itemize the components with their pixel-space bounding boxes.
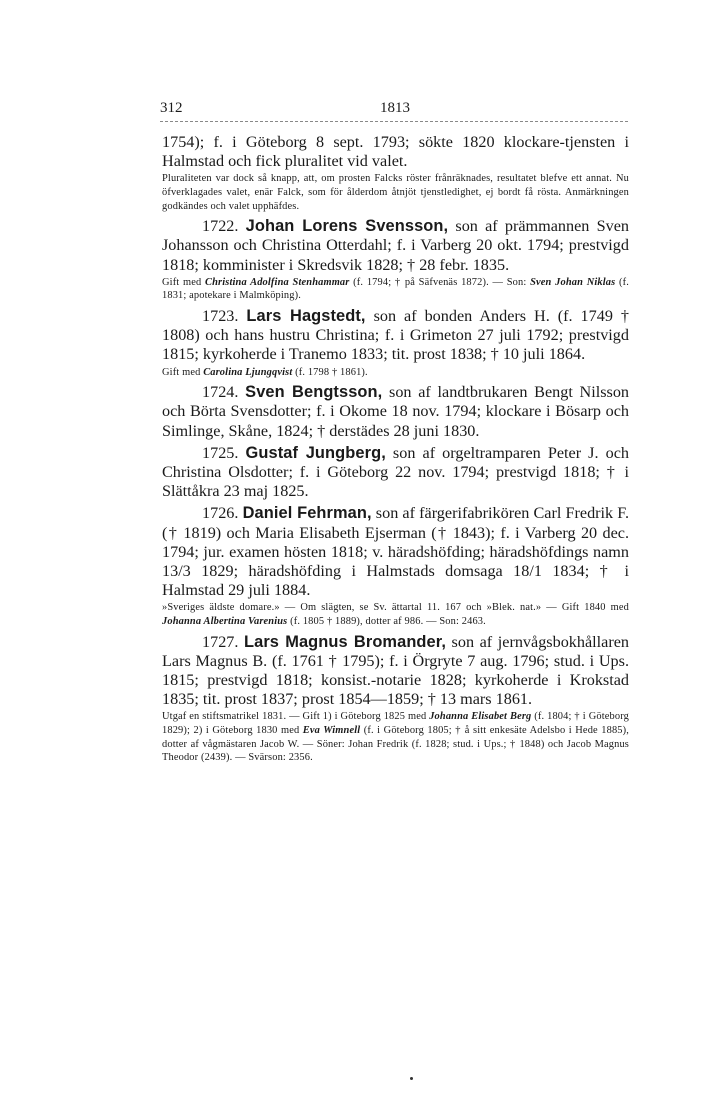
entry-number: 1725. (202, 443, 239, 462)
entry-number: 1722. (202, 217, 239, 236)
entry-name: Lars Magnus Bromander, (244, 632, 446, 651)
note-text: Utgaf en stiftsmatrikel 1831. — Gift 1) i Göteborg 1825 med (162, 711, 430, 723)
entry-note-1726 (162, 601, 629, 628)
intro-note: Pluraliteten var dock så knapp, att, om prosten Falcks röster frånräknades, resultatet blefve ett annat. Nu öfverklagades valet, enär Falck, som för ålderdom åtnjöt tjenstledighet, ej bordt få rösta. Anmärkningen godkändes och valet upphäfdes. (162, 173, 629, 212)
entry-name: Lars Hagstedt, (246, 306, 366, 325)
running-header (162, 100, 630, 120)
header-rule (160, 121, 628, 122)
entry-number: 1723. (202, 306, 239, 325)
page-number: 312 (160, 100, 183, 116)
entry-text: son af bonden Anders H. (f. 1749 † 1808) och hans hustru Christina; f. i Grimeton 27 juli 1792; prestvigd 1815; kyrkoherde i Tranemo 1833; tit. prost 1838; † 10 juli 1864. (162, 306, 630, 364)
note-italic: Sven Johan Niklas (530, 276, 616, 288)
stray-mark (410, 1077, 413, 1080)
entry-name: Gustaf Jungberg, (245, 443, 386, 462)
entry-text: son af jernvågsbokhållaren Lars Magnus B. (f. 1761 † 1795); f. i Örgryte 7 aug. 1796; stud. i Ups. 1815; prestvigd 1818; konsist.-notarie 1828; kyrkoherde i Krokstad 1835; tit. prost 1837; prost 1854—1859; † 13 mars 1861. (162, 632, 630, 709)
entry-name: Sven Bengtsson, (245, 383, 383, 402)
entry-1723 (162, 307, 629, 365)
note-text: Gift med (162, 276, 206, 288)
entry-note-1722 (162, 276, 629, 303)
main-text (162, 133, 629, 769)
entry-text: son af landtbrukaren Bengt Nilsson och Börta Svensdotter; f. i Okome 18 nov. 1794; klockare i Bösarp och Simlinge, Skåne, 1824; † derstädes 28 juni 1830. (162, 383, 630, 440)
entry-1727 (162, 633, 629, 710)
note-italic: Carolina Ljungqvist (203, 366, 293, 378)
note-text: (f. 1804; † i Göteborg 1829); 2) i Göteborg 1830 med (162, 711, 629, 737)
entry-1725 (162, 444, 629, 502)
entry-text: son af färgerifabrikören Carl Fredrik F. († 1819) och Maria Elisabeth Ejserman († 1843); f. i Varberg 20 dec. 1794; jur. examen hösten 1818; v. häradshöfding; häradshöfdings namn 13/3 1829; häradshöfding i Halmstads domsaga 18/1 1834; † i Halmstad 29 juli 1884. (162, 504, 630, 600)
intro-paragraph: 1754); f. i Göteborg 8 sept. 1793; sökte 1820 klockare-tjensten i Halmstad och fick pluralitet vid valet. (162, 133, 629, 171)
note-text: (f. 1805 † 1889), dotter af 986. — Son: 2463. (287, 616, 486, 628)
entry-number: 1724. (202, 383, 239, 402)
entry-1726 (162, 504, 629, 600)
note-italic: Eva Wimnell (302, 725, 361, 737)
header-year: 1813 (380, 100, 410, 116)
entry-note-1727 (162, 710, 629, 764)
note-text: (f. 1794; † på Säfvenäs 1872). — Son: (349, 276, 531, 288)
entry-1724 (162, 383, 629, 441)
entry-text: son af orgeltramparen Peter J. och Christina Olsdotter; f. i Göteborg 22 nov. 1794; prestvigd 1818; † i Slättåkra 23 maj 1825. (162, 443, 629, 501)
entry-1722 (162, 217, 629, 275)
note-text: »Sveriges äldste domare.» — Om slägten, se Sv. ättartal 11. 167 och »Blek. nat.» — Gift 1840 med (162, 602, 629, 614)
entry-number: 1727. (202, 632, 239, 651)
entry-note-1723 (162, 366, 629, 380)
note-text: (f. 1798 † 1861). (292, 366, 368, 378)
note-text: (f. i Göteborg 1805; † å sitt enkesäte Adelsbo i Hede 1885), dotter af vågmästaren Jacob W. — Söner: Johan Fredrik (f. 1828; stud. i Ups.; † 1848) och Jacob Magnus Theodor (2439). — Svärson: 2356. (162, 725, 630, 764)
entry-name: Johan Lorens Svensson, (245, 217, 449, 236)
entry-number: 1726. (202, 504, 239, 523)
note-text: (f. 1831; apotekare i Malmköping). (162, 276, 629, 302)
entry-text: son af prämmannen Sven Johansson och Christina Otterdahl; f. i Varberg 20 okt. 1794; prestvigd 1818; komminister i Skredsvik 1828; † 28 febr. 1835. (162, 217, 629, 274)
note-italic: Johanna Albertina Varenius (162, 616, 288, 628)
note-text: Gift med (162, 366, 204, 378)
note-italic: Johanna Elisabet Berg (429, 711, 532, 723)
entry-name: Daniel Fehrman, (242, 504, 372, 523)
note-italic: Christina Adolfina Stenhammar (205, 276, 350, 288)
